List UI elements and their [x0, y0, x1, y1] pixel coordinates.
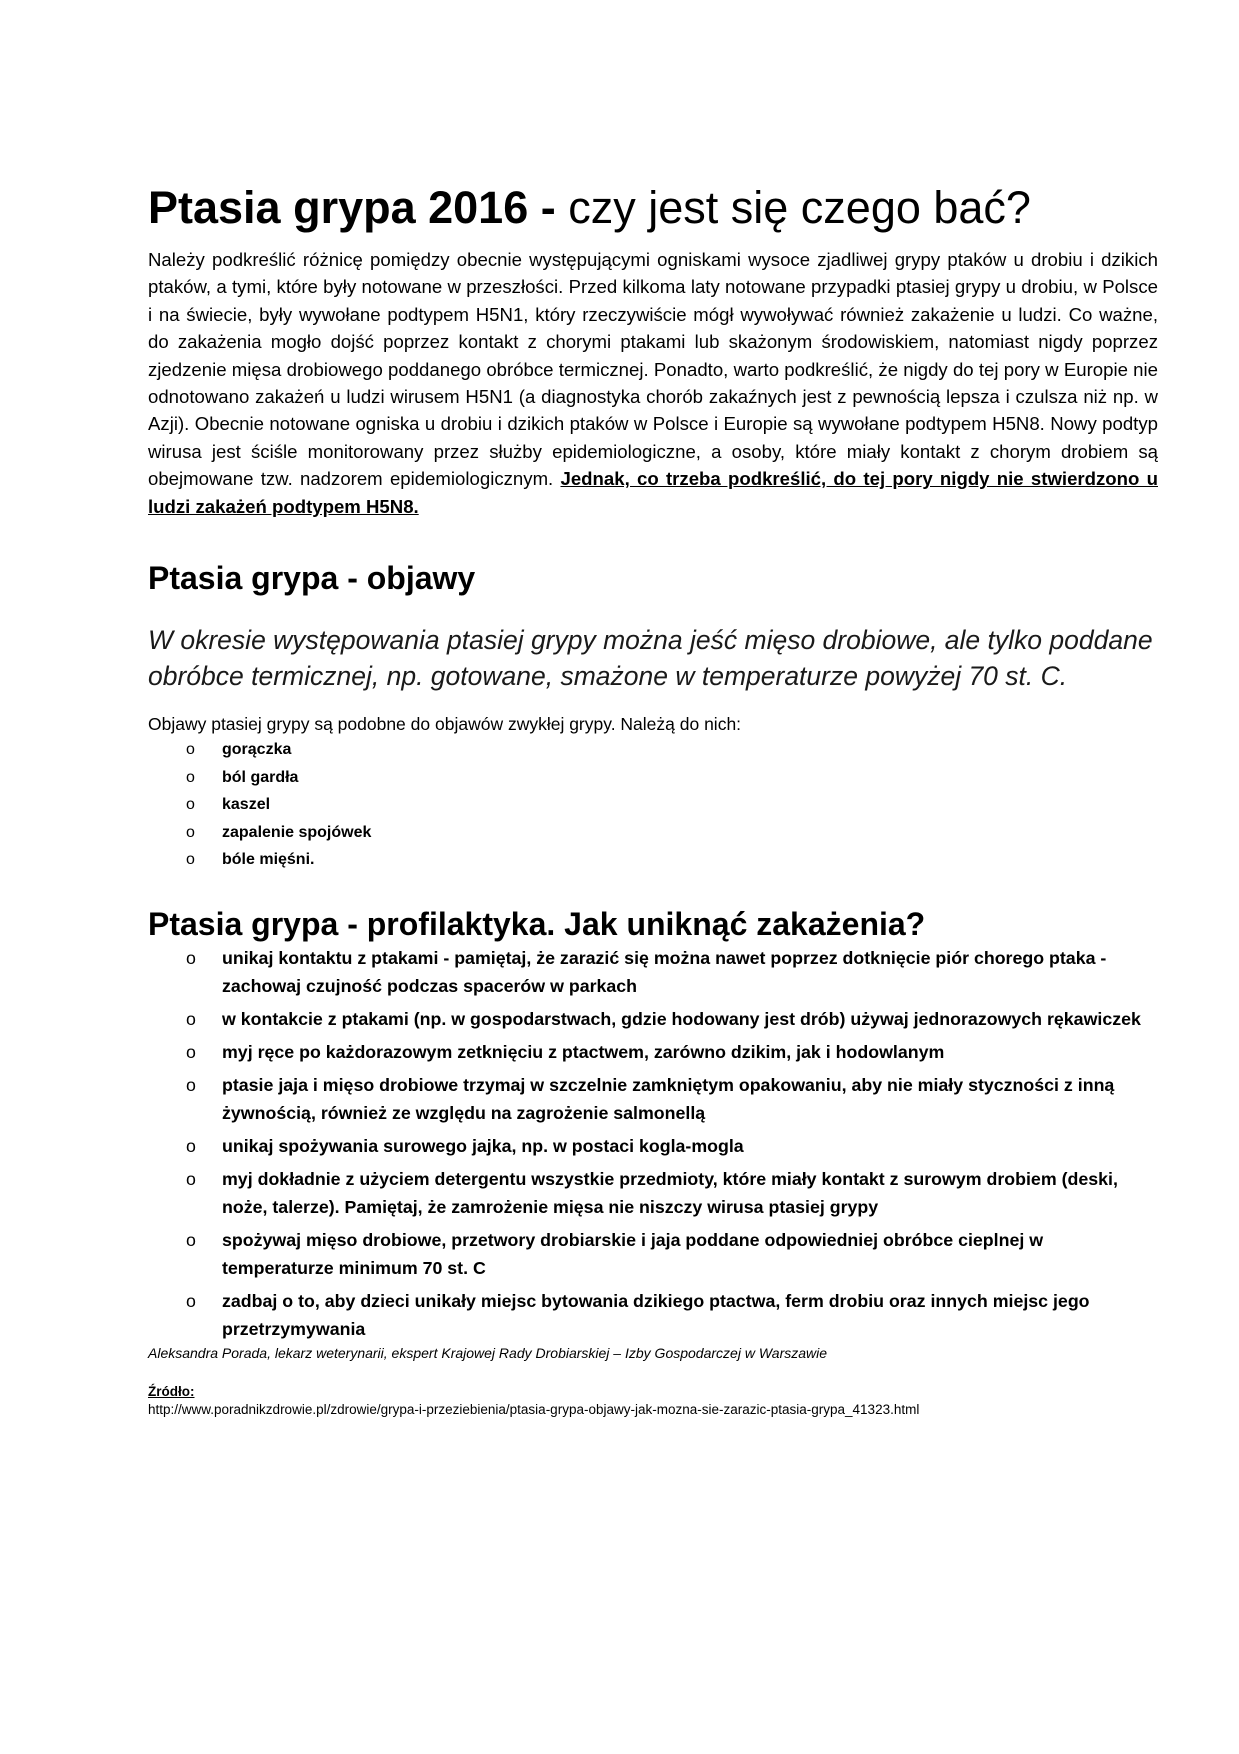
bullet-icon: o [186, 1291, 196, 1312]
prevention-text: unikaj spożywania surowego jajka, np. w postaci kogla-mogla [222, 1136, 744, 1157]
bullet-icon: o [186, 796, 195, 814]
symptom-text: gorączka [222, 741, 292, 759]
prevention-text: unikaj kontaktu z ptakami - pamiętaj, że zarazić się można nawet poprzez dotknięcie piór chorego ptaka - zachowaj czujność podczas spacerów w parkach [222, 948, 1107, 997]
prevention-heading: Ptasia grypa - profilaktyka. Jak uniknąć zakażenia? [148, 906, 926, 943]
prevention-text: ptasie jaja i mięso drobiowe trzymaj w szczelnie zamkniętym opakowaniu, aby nie miały styczności z inną żywnością, również ze względu na zagrożenie salmonellą [222, 1075, 1115, 1124]
symptom-text: bóle mięśni. [222, 851, 315, 869]
intro-emphasis: Jednak, co trzeba podkreślić, do tej pory nigdy nie stwierdzono u ludzi zakażeń podtypem H5N8. [148, 468, 1158, 517]
bullet-icon: o [186, 851, 195, 869]
symptoms-heading: Ptasia grypa - objawy [148, 560, 476, 597]
symptoms-list [148, 736, 1158, 874]
symptom-text: zapalenie spojówek [222, 823, 372, 841]
prevention-text: spożywaj mięso drobiowe, przetwory drobiarskie i jaja poddane odpowiedniej obróbce cieplnej w temperaturze minimum 70 st. C [222, 1230, 1044, 1279]
bullet-icon: o [186, 823, 195, 841]
page-title [148, 178, 1158, 238]
list-item [148, 1132, 1158, 1160]
highlight-quote: W okresie występowania ptasiej grypy można jeść mięso drobiowe, ale tylko poddane obróbce termicznej, np. gotowane, smażone w temperaturze powyżej 70 st. C. [148, 625, 1153, 692]
intro-paragraph [148, 246, 1158, 520]
source-label: Źródło: [148, 1384, 195, 1400]
list-item [148, 1071, 1158, 1127]
bullet-icon: o [186, 1136, 196, 1157]
bullet-icon: o [186, 948, 196, 969]
list-item [148, 764, 1158, 792]
bullet-icon: o [186, 741, 195, 759]
symptoms-intro: Objawy ptasiej grypy są podobne do objawów zwykłej grypy. Należą do nich: [148, 714, 742, 735]
bullet-icon: o [186, 1230, 196, 1251]
bullet-icon: o [186, 1042, 196, 1063]
list-item [148, 1038, 1158, 1066]
list-item [148, 1005, 1158, 1033]
symptom-text: kaszel [222, 796, 271, 814]
prevention-text: myj dokładnie z użyciem detergentu wszystkie przedmioty, które miały kontakt z surowym drobiem (deski, noże, talerze). Pamiętaj, że zamrożenie mięsa nie niszczy wirusa ptasiej grypy [222, 1169, 1118, 1218]
bullet-icon: o [186, 1169, 196, 1190]
list-item [148, 846, 1158, 874]
list-item [148, 819, 1158, 847]
list-item [148, 944, 1158, 1000]
title-rest-part: czy jest się czego bać? [555, 182, 1031, 233]
bullet-icon: o [186, 1075, 196, 1096]
author-credit: Aleksandra Porada, lekarz weterynarii, ekspert Krajowej Rady Drobiarskiej – Izby Gospodarczej w Warszawie [148, 1345, 828, 1362]
intro-text: Należy podkreślić różnicę pomiędzy obecnie występującymi ogniskami wysoce zjadliwej grypy ptaków u drobiu i dzikich ptaków, a tymi, które były notowane w przeszłości. Przed kilkoma laty notowane przypadki ptasiej grypy u drobiu, w Polsce i na świecie, były wywołane podtypem H5N1, który rzeczywiście mógł wywoływać również zakażenie u ludzi. Co ważne, do zakażenia mogło dojść poprzez kontakt z chorymi ptakami lub skażonym środowiskiem, natomiast nigdy poprzez zjedzenie mięsa drobiowego poddanego obróbce termicznej. Ponadto, warto podkreślić, że nigdy do tej pory w Europie nie odnotowano zakażeń u ludzi wirusem H5N1 (a diagnostyka chorób zakaźnych jest z pewnością lepsza i czulsza niż np. w Azji). Obecnie notowane ogniska u drobiu i dzikich ptaków w Polsce i Europie są wywołane podtypem H5N8. Nowy podtyp wirusa jest ściśle monitorowany przez służby epidemiologiczne, a osoby, które miały kontakt z chorym drobiem są obejmowane tzw. nadzorem epidemiologicznym. [148, 249, 1158, 490]
bullet-icon: o [186, 768, 195, 786]
list-item [148, 1165, 1158, 1221]
document-page [148, 178, 1158, 1419]
prevention-text: w kontakcie z ptakami (np. w gospodarstwach, gdzie hodowany jest drób) używaj jednorazowych rękawiczek [222, 1009, 1141, 1030]
prevention-text: zadbaj o to, aby dzieci unikały miejsc bytowania dzikiego ptactwa, ferm drobiu oraz innych miejsc jego przetrzymywania [222, 1291, 1090, 1340]
title-bold-part: Ptasia grypa 2016 - [148, 182, 556, 233]
list-item [148, 736, 1158, 764]
prevention-text: myj ręce po każdorazowym zetknięciu z ptactwem, zarówno dzikim, jak i hodowlanym [222, 1042, 945, 1063]
bullet-icon: o [186, 1009, 196, 1030]
list-item [148, 1226, 1158, 1282]
list-item [148, 1287, 1158, 1343]
source-url: http://www.poradnikzdrowie.pl/zdrowie/grypa-i-przeziebienia/ptasia-grypa-objawy-jak-mozna-sie-zarazic-ptasia-grypa_41323.html [148, 1402, 920, 1418]
list-item [148, 791, 1158, 819]
prevention-list [148, 944, 1158, 1343]
symptom-text: ból gardła [222, 768, 299, 786]
